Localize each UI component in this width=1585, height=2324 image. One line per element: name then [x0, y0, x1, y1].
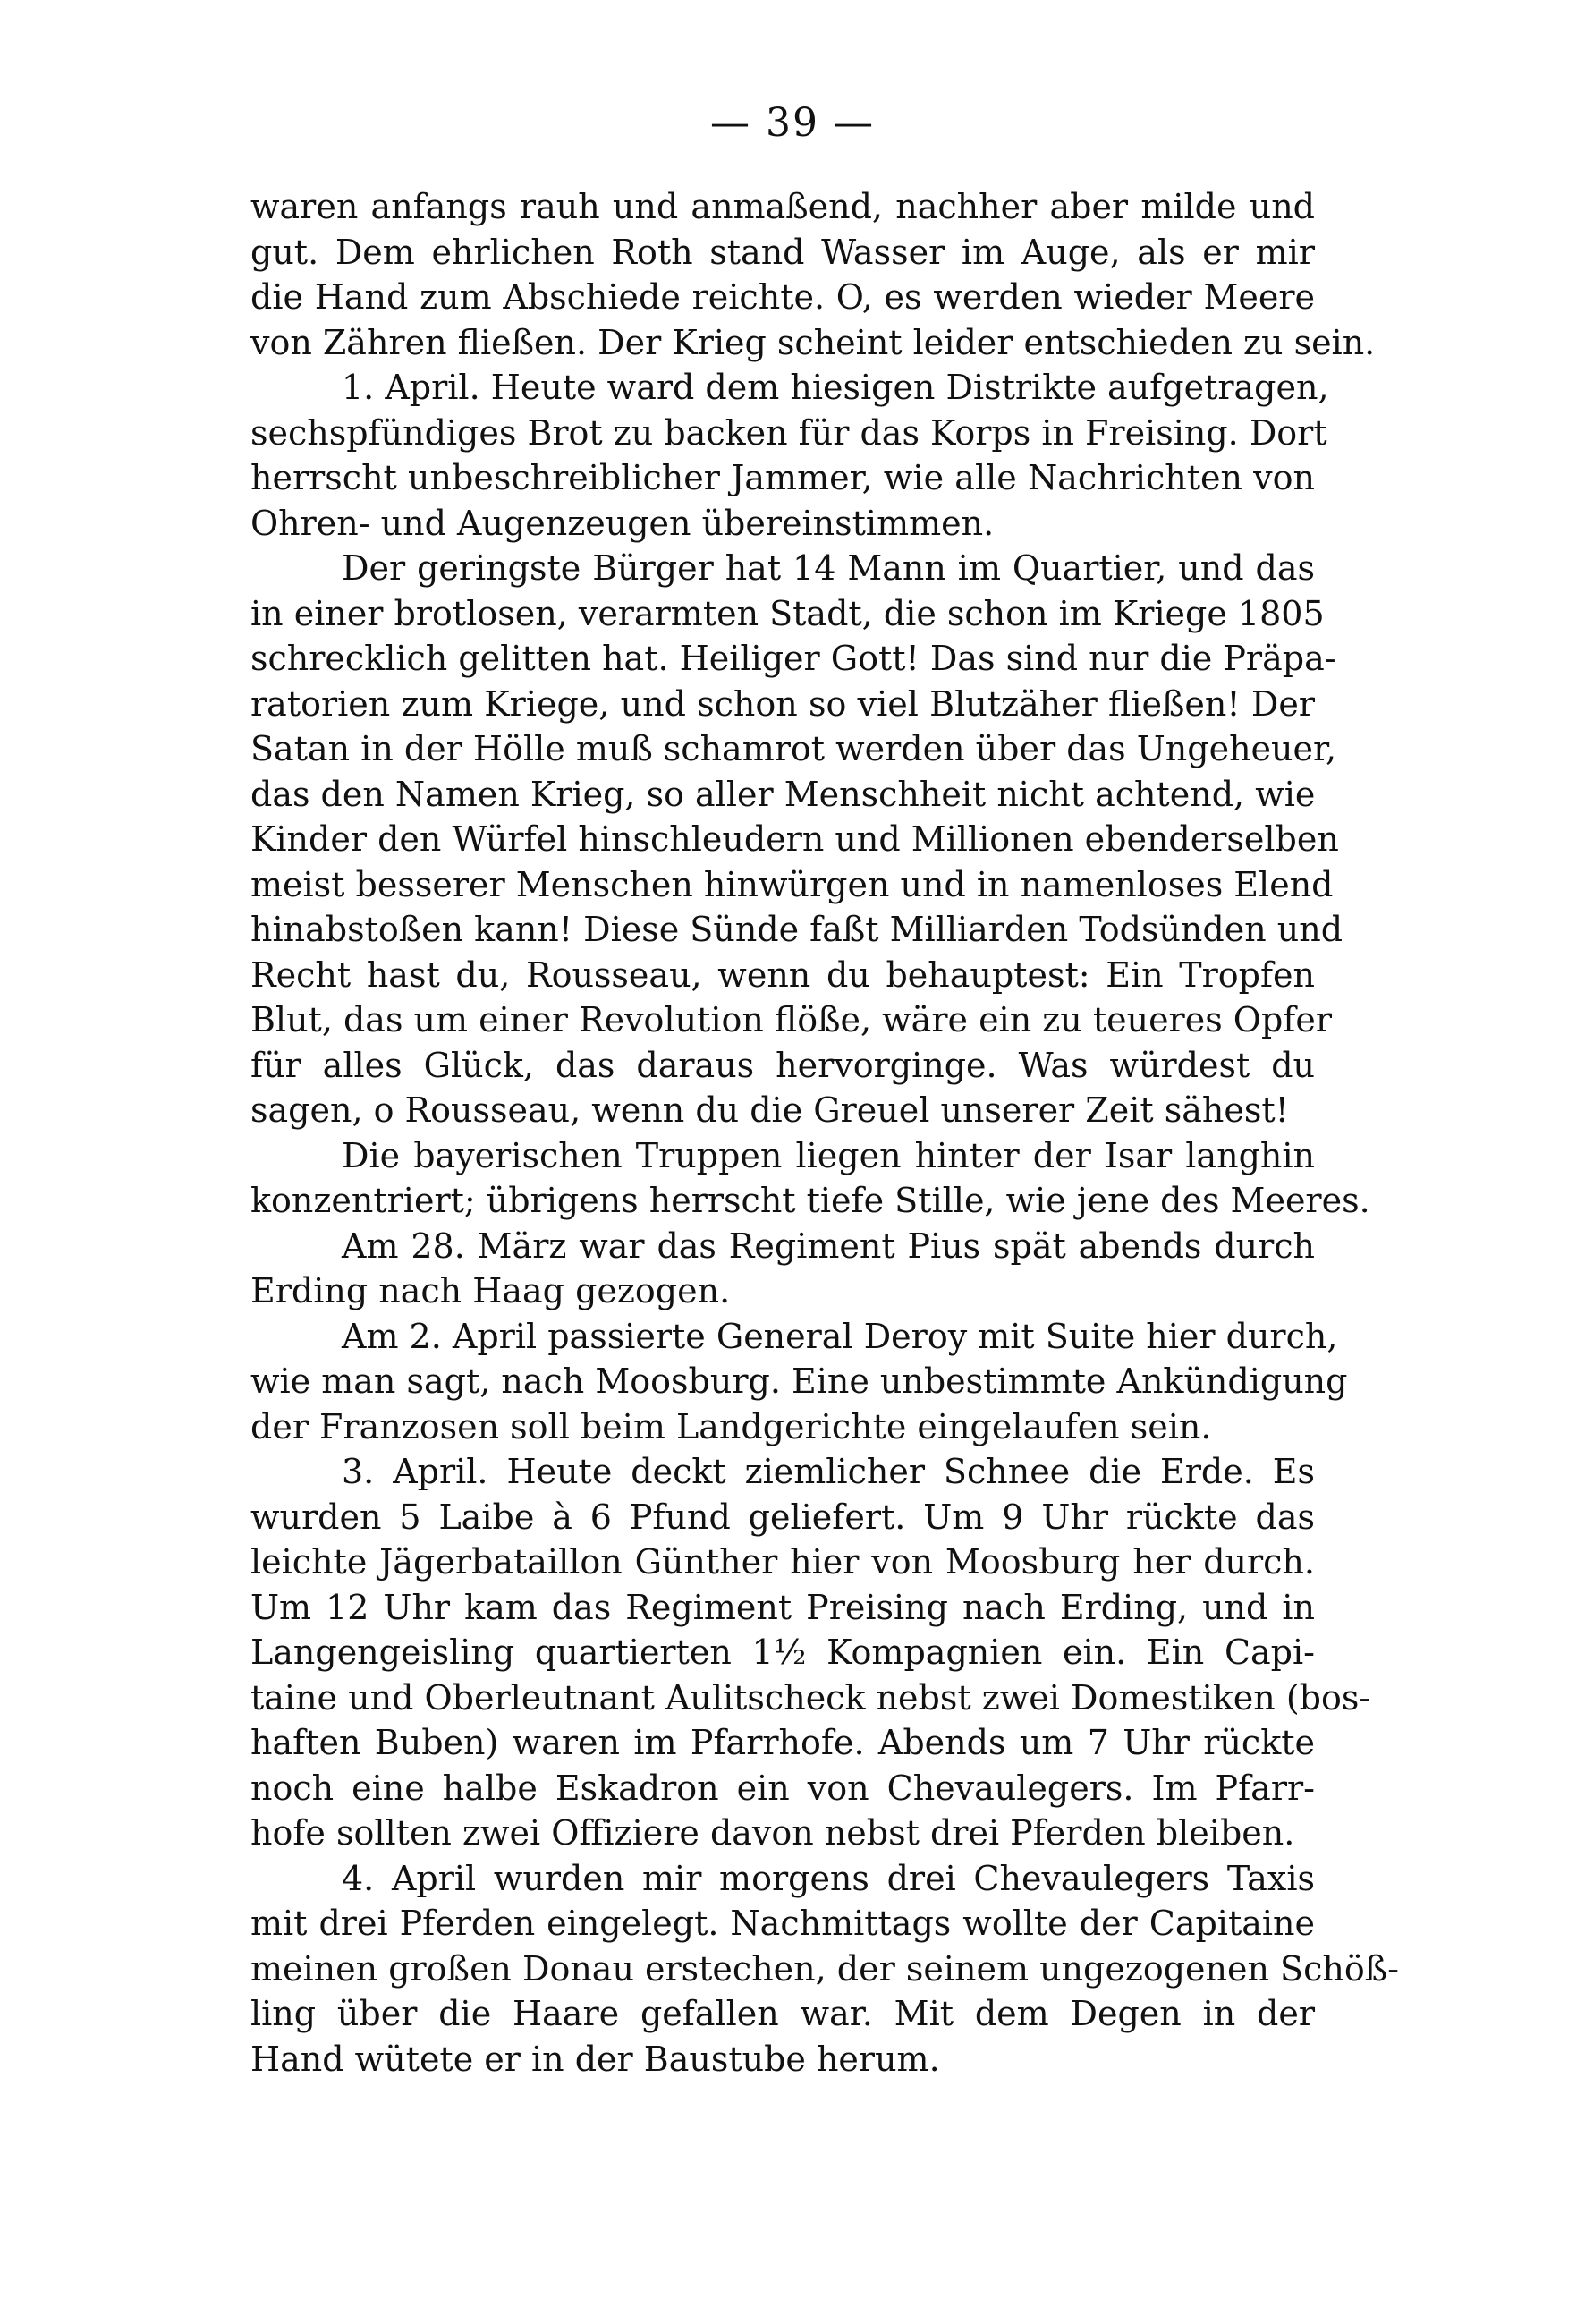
- text-line: 1. April. Heute ward dem hiesigen Distrikte aufgetragen,: [342, 368, 1329, 407]
- text-line: in einer brotlosen, verarmten Stadt, die schon im Kriege 1805: [250, 593, 1325, 633]
- text-line: Erding nach Haag gezogen.: [250, 1271, 731, 1310]
- text-line: taine und Oberleutnant Aulitscheck nebst zwei Domestiken (bos-: [250, 1677, 1371, 1718]
- text-line: Langengeisling quartierten 1½ Kompagnien ein. Ein Capi-: [250, 1633, 1315, 1672]
- text-line: Satan in der Hölle muß schamrot werden über das Ungeheuer,: [250, 729, 1337, 768]
- text-line: sechspfündiges Brot zu backen für das Korps in Freising. Dort: [250, 412, 1327, 453]
- text-line: Blut, das um einer Revolution flöße, wäre ein zu teueres Opfer: [250, 1000, 1332, 1039]
- text-line: wie man sagt, nach Moosburg. Eine unbestimmte Ankündigung: [250, 1361, 1348, 1401]
- text-line: herrscht unbeschreiblicher Jammer, wie alle Nachrichten von: [250, 458, 1315, 497]
- text-line: ratorien zum Kriege, und schon so viel Blutzäher fließen! Der: [250, 683, 1315, 724]
- text-line: von Zähren fließen. Der Krieg scheint leider entschieden zu sein.: [250, 322, 1376, 362]
- text-line: 3. April. Heute deckt ziemlicher Schnee die Erde. Es: [342, 1452, 1315, 1491]
- text-line: Der geringste Bürger hat 14 Mann im Quartier, und das: [342, 548, 1315, 588]
- text-line: hinabstoßen kann! Diese Sünde faßt Milliarden Todsünden und: [250, 910, 1343, 949]
- text-line: Ohren- und Augenzeugen übereinstimmen.: [250, 503, 995, 543]
- text-line: Hand wütete er in der Baustube herum.: [250, 2039, 940, 2079]
- text-line: für alles Glück, das daraus hervorginge. Was würdest du: [250, 1045, 1315, 1085]
- text-line: haften Buben) waren im Pfarrhofe. Abends um 7 Uhr rückte: [250, 1723, 1315, 1762]
- text-line: die Hand zum Abschiede reichte. O, es werden wieder Meere: [250, 277, 1315, 317]
- text-line: waren anfangs rauh und anmaßend, nachher aber milde und: [250, 187, 1315, 226]
- text-line: meist besserer Menschen hinwürgen und in namenloses Elend: [250, 864, 1334, 904]
- text-line: Am 2. April passierte General Deroy mit Suite hier durch,: [342, 1316, 1338, 1356]
- text-line: wurden 5 Laibe à 6 Pfund geliefert. Um 9 Uhr rückte das: [250, 1497, 1315, 1537]
- text-line: ling über die Haare gefallen war. Mit dem Degen in der: [250, 1994, 1315, 2033]
- text-line: Kinder den Würfel hinschleudern und Millionen ebenderselben: [250, 819, 1339, 859]
- text-line: der Franzosen soll beim Landgerichte eingelaufen sein.: [250, 1406, 1212, 1446]
- text-line: mit drei Pferden eingelegt. Nachmittags wollte der Capitaine: [250, 1904, 1315, 1943]
- text-line: leichte Jägerbataillon Günther hier von Moosburg her durch.: [250, 1542, 1315, 1582]
- text-line: Am 28. März war das Regiment Pius spät abends durch: [342, 1226, 1315, 1266]
- text-line: sagen, o Rousseau, wenn du die Greuel unserer Zeit sähest!: [250, 1090, 1289, 1130]
- text-line: schrecklich gelitten hat. Heiliger Gott! Das sind nur die Präpa-: [250, 639, 1336, 678]
- text-line: das den Namen Krieg, so aller Menschheit nicht achtend, wie: [250, 774, 1316, 814]
- body-text: [250, 184, 1399, 2082]
- text-line: hofe sollten zwei Offiziere davon nebst drei Pferden bleiben.: [250, 1813, 1295, 1853]
- text-line: Recht hast du, Rousseau, wenn du behauptest: Ein Tropfen: [250, 954, 1315, 995]
- page-number: — 39 —: [710, 100, 875, 146]
- text-line: meinen großen Donau erstechen, der seinem ungezogenen Schöß-: [250, 1948, 1399, 1989]
- text-line: noch eine halbe Eskadron ein von Chevaulegers. Im Pfarr-: [250, 1768, 1315, 1808]
- text-line: Um 12 Uhr kam das Regiment Preising nach Erding, und in: [250, 1587, 1315, 1627]
- text-line: 4. April wurden mir morgens drei Chevaulegers Taxis: [342, 1858, 1315, 1898]
- text-line: Die bayerischen Truppen liegen hinter der Isar langhin: [342, 1135, 1315, 1175]
- text-line: gut. Dem ehrlichen Roth stand Wasser im Auge, als er mir: [250, 232, 1315, 272]
- text-line: konzentriert; übrigens herrscht tiefe Stille, wie jene des Meeres.: [250, 1181, 1370, 1220]
